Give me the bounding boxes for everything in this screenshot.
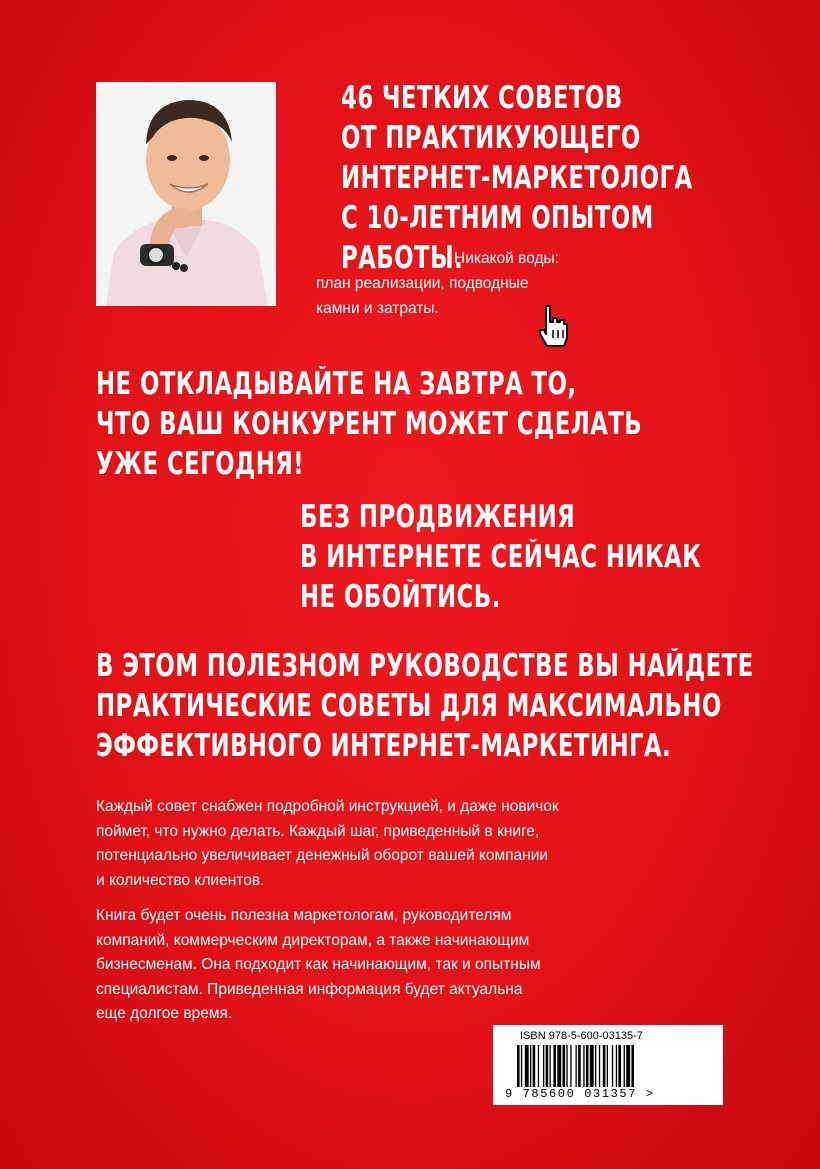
paragraph-line: Каждый совет снабжен подробной инструкцией, и даже новичок <box>96 798 559 815</box>
paragraph-line: и количество клиентов. <box>96 871 265 889</box>
subtext-line: Никакой воды: <box>454 250 559 267</box>
paragraph-line: потенциально увеличивает денежный оборот вашей компании <box>96 847 549 864</box>
headline-line: БЕЗ ПРОДВИЖЕНИЯ <box>300 499 576 535</box>
headline-line: ПРАКТИЧЕСКИЕ СОВЕТЫ ДЛЯ МАКСИМАЛЬНО <box>96 688 722 724</box>
paragraph-line: поймет, что нужно делать. Каждый шаг, приведенный в книге, <box>96 822 540 840</box>
hand-cursor-icon <box>537 304 569 350</box>
description-paragraph-1 <box>96 795 726 893</box>
author-portrait-illustration <box>96 82 276 306</box>
paragraph-line: Книга будет очень полезна маркетологам, руководителям <box>96 907 512 924</box>
barcode-bars-icon <box>503 1045 713 1091</box>
headline-line: ЭФФЕКТИВНОГО ИНТЕРНЕТ-МАРКЕТИНГА. <box>96 728 672 764</box>
headline-line: ОТ ПРАКТИКУЮЩЕГО <box>341 120 641 156</box>
barcode-digits: 9 785600 031357 > <box>505 1087 655 1101</box>
isbn-label: ISBN 978-5-600-03135-7 <box>520 1030 643 1042</box>
headline-line: НЕ ОБОЙТИСЬ. <box>300 579 501 615</box>
headline-block-2 <box>96 364 762 484</box>
headline-line: ЧТО ВАШ КОНКУРЕНТ МОЖЕТ СДЕЛАТЬ <box>96 406 643 442</box>
paragraph-line: специалистам. Приведенная информация будет актуальна <box>96 980 523 998</box>
headline-line: С 10-ЛЕТНИМ ОПЫТОМ <box>341 200 654 236</box>
subtext-line: план реализации, подводные <box>316 275 529 292</box>
headline-block-4 <box>96 646 820 766</box>
subtext-line: камни и затраты. <box>316 300 439 317</box>
paragraph-line: бизнесменам. Она подходит как начинающим, так и опытным <box>96 956 541 973</box>
paragraph-line: компаний, коммерческим директорам, а также начинающим <box>96 931 530 949</box>
headline-line: 46 ЧЕТКИХ СОВЕТОВ <box>341 80 623 116</box>
description-paragraph-2 <box>96 904 726 1027</box>
headline-line: ИНТЕРНЕТ-МАРКЕТОЛОГА <box>341 160 693 196</box>
paragraph-line: еще долгое время. <box>96 1005 233 1022</box>
headline-line: РАБОТЫ. <box>341 240 464 276</box>
headline-line: УЖЕ СЕГОДНЯ! <box>96 446 305 482</box>
headline-line: НЕ ОТКЛАДЫВАЙТЕ НА ЗАВТРА ТО, <box>96 366 577 402</box>
isbn-barcode <box>493 1025 723 1105</box>
headline-block-3 <box>300 497 789 617</box>
author-photo <box>96 82 276 306</box>
headline-line: В ИНТЕРНЕТЕ СЕЙЧАС НИКАК <box>300 539 702 575</box>
headline-line: В ЭТОМ ПОЛЕЗНОМ РУКОВОДСТВЕ ВЫ НАЙДЕТЕ <box>96 648 754 684</box>
top-subtext <box>316 246 646 321</box>
